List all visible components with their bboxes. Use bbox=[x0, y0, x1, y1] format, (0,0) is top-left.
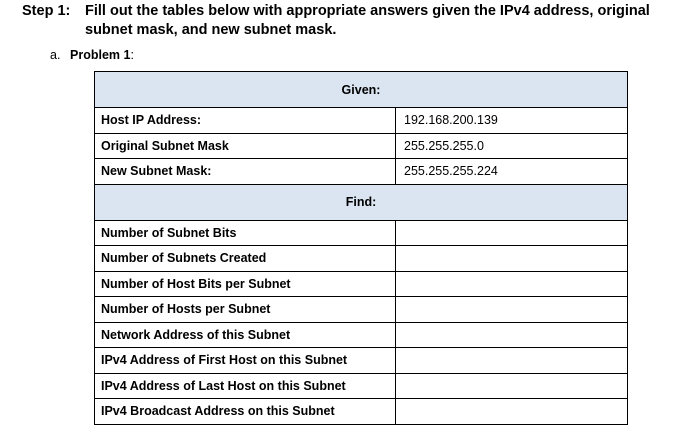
table-row bbox=[95, 271, 628, 297]
new-mask-label: New Subnet Mask: bbox=[95, 159, 396, 185]
subnet-bits-answer-cell[interactable] bbox=[396, 220, 628, 246]
hosts-per-subnet-answer-cell[interactable] bbox=[396, 297, 628, 323]
subnets-created-label: Number of Subnets Created bbox=[95, 246, 396, 272]
network-address-answer-cell[interactable] bbox=[396, 322, 628, 348]
network-address-label: Network Address of this Subnet bbox=[95, 322, 396, 348]
subnets-created-answer-cell[interactable] bbox=[396, 246, 628, 272]
table-row bbox=[95, 348, 628, 374]
table-row bbox=[95, 133, 628, 159]
new-mask-value[interactable]: 255.255.255.224 bbox=[396, 159, 628, 185]
subnet-worksheet-table bbox=[94, 71, 628, 425]
problem-title: Problem 1 bbox=[70, 48, 131, 62]
table-row bbox=[95, 220, 628, 246]
host-ip-value[interactable]: 192.168.200.139 bbox=[396, 108, 628, 134]
original-mask-value[interactable]: 255.255.255.0 bbox=[396, 133, 628, 159]
broadcast-address-label: IPv4 Broadcast Address on this Subnet bbox=[95, 399, 396, 425]
table-row bbox=[95, 322, 628, 348]
find-header-row bbox=[95, 184, 628, 220]
last-host-answer-cell[interactable] bbox=[396, 373, 628, 399]
step-instructions: Fill out the tables below with appropriate answers given the IPv4 address, original subnet mask, and new subnet mask. bbox=[85, 3, 650, 38]
original-mask-label: Original Subnet Mask bbox=[95, 133, 396, 159]
given-header-row bbox=[95, 72, 628, 108]
subnet-bits-label: Number of Subnet Bits bbox=[95, 220, 396, 246]
problem-list-marker: a. bbox=[50, 48, 61, 62]
broadcast-address-answer-cell[interactable] bbox=[396, 399, 628, 425]
table-row bbox=[95, 399, 628, 425]
first-host-answer-cell[interactable] bbox=[396, 348, 628, 374]
first-host-label: IPv4 Address of First Host on this Subnet bbox=[95, 348, 396, 374]
find-header: Find: bbox=[95, 184, 628, 220]
problem-heading bbox=[50, 47, 134, 63]
host-bits-answer-cell[interactable] bbox=[396, 271, 628, 297]
table-row bbox=[95, 297, 628, 323]
table-row bbox=[95, 373, 628, 399]
step-label: Step 1: bbox=[22, 3, 71, 19]
given-header: Given: bbox=[95, 72, 628, 108]
host-ip-label: Host IP Address: bbox=[95, 108, 396, 134]
table-row bbox=[95, 159, 628, 185]
host-bits-label: Number of Host Bits per Subnet bbox=[95, 271, 396, 297]
table-row bbox=[95, 246, 628, 272]
last-host-label: IPv4 Address of Last Host on this Subnet bbox=[95, 373, 396, 399]
hosts-per-subnet-label: Number of Hosts per Subnet bbox=[95, 297, 396, 323]
problem-title-colon: : bbox=[130, 48, 134, 62]
table-row bbox=[95, 108, 628, 134]
